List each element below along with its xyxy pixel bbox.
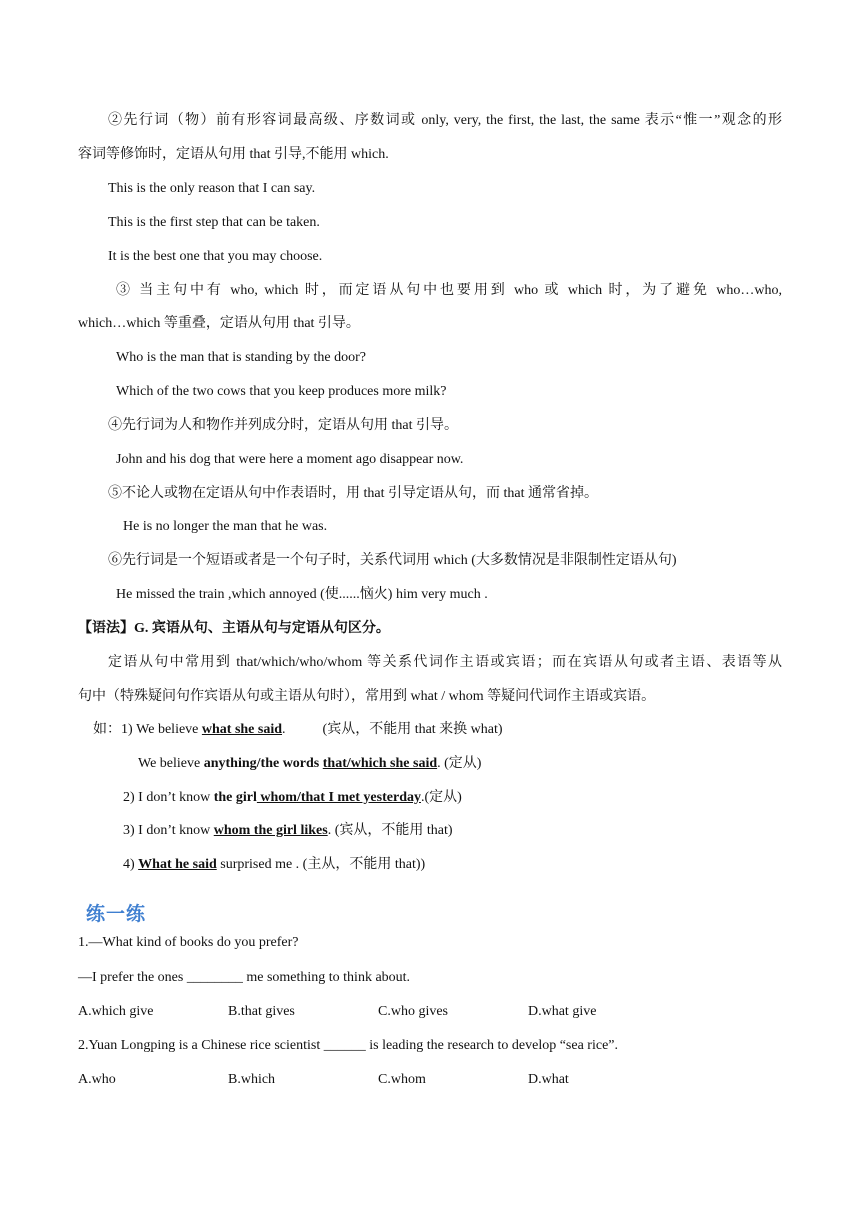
example-1-prefix: 如：1) We believe [93,722,202,737]
example-3-bold-underline: whom the girl likes [213,823,328,838]
question-1-stem: 1.—What kind of books do you prefer? [78,935,299,950]
question-1-stem-2: —I prefer the ones ________ me something to think about. [78,970,411,985]
rule3-example-2: Which of the two cows that you keep produces more milk? [116,384,447,399]
question-2-option-d[interactable]: D.what [528,1072,569,1087]
example-1b-bold-underline: that/which she said [322,756,438,771]
question-1-option-b[interactable]: B.that gives [228,1004,295,1019]
rule6-line1: ⑥先行词是一个短语或者是一个句子时，关系代词用 which (大多数情况是非限制性定语从句) [108,553,677,568]
question-2-option-c[interactable]: C.whom [378,1072,426,1087]
example-1-suffix: . [282,722,286,737]
question-1-option-d[interactable]: D.what give [528,1004,597,1019]
question-2-option-b[interactable]: B.which [228,1072,276,1087]
example-1b-suffix: . (定从) [437,756,482,771]
rule4-example-1: John and his dog that were here a moment ago disappear now. [116,452,464,467]
example-1b-bold: anything/the words [203,756,323,771]
grammar-example-4 [123,855,425,875]
grammar-para-line2: 句中（特殊疑问句作宾语从句或主语从句时），常用到 what / whom 等疑问代词作主语或宾语。 [78,689,656,704]
example-4-bold-underline: What he said [138,857,217,872]
rule2-example-3: It is the best one that you may choose. [108,249,323,264]
example-4-suffix: surprised me . (主从，不能用 that)) [216,857,426,872]
rule5-line1: ⑤不论人或物在定语从句中作表语时，用 that 引导定语从句，而 that 通常省掉。 [108,486,598,501]
question-1-option-a[interactable]: A.which give [78,1004,154,1019]
rule5-example-1: He is no longer the man that he was. [123,519,328,534]
rule2-example-2: This is the first step that can be taken. [108,215,320,230]
grammar-heading: 【语法】G. 宾语从句、主语从句与定语从句区分。 [78,621,390,636]
example-3-suffix: . (宾从，不能用 that) [327,823,453,838]
example-3-prefix: 3) I don’t know [123,823,214,838]
rule6-example-1: He missed the train ,which annoyed (使......恼火) him very much . [116,587,488,602]
rule3-line2: which…which 等重叠，定语从句用 that 引导。 [78,316,360,331]
example-2-bold-underline: whom/that I met yesterday [256,790,421,805]
example-1-note: (宾从，不能用 that 来换 what) [322,722,503,737]
grammar-example-1b [138,754,481,774]
rule3-example-1: Who is the man that is standing by the door? [116,350,367,365]
grammar-example-1 [93,720,503,740]
example-2-prefix: 2) I don’t know [123,790,214,805]
example-2-bold: the girl [213,790,257,805]
practice-badge: 练一练 [86,903,147,925]
grammar-example-3 [123,821,453,841]
rule2-line1: ②先行词（物）前有形容词最高级、序数词或 only, very, the first, the last, the same 表示“惟一”观念的形 [108,113,782,128]
question-1-option-c[interactable]: C.who gives [378,1004,448,1019]
question-2-option-a[interactable]: A.who [78,1072,116,1087]
rule2-example-1: This is the only reason that I can say. [108,181,316,196]
rule2-line2: 容词等修饰时，定语从句用 that 引导,不能用 which. [78,147,389,162]
grammar-example-2 [123,788,462,808]
rule3-line1: ③ 当主句中有 who, which 时，而定语从句中也要用到 who 或 which 时，为了避免 who…who, [116,283,782,298]
example-4-prefix: 4) [123,857,139,872]
example-1b-prefix: We believe [138,756,204,771]
grammar-para-line1: 定语从句中常用到 that/which/who/whom 等关系代词作主语或宾语；而在宾语从句或者主语、表语等从 [108,655,782,670]
rule4-line1: ④先行词为人和物作并列成分时，定语从句用 that 引导。 [108,418,458,433]
question-2-stem: 2.Yuan Longping is a Chinese rice scientist ______ is leading the research to develop “sea rice”. [78,1038,618,1053]
example-2-suffix: .(定从) [420,790,462,805]
example-1-bold: what she said [201,722,283,737]
